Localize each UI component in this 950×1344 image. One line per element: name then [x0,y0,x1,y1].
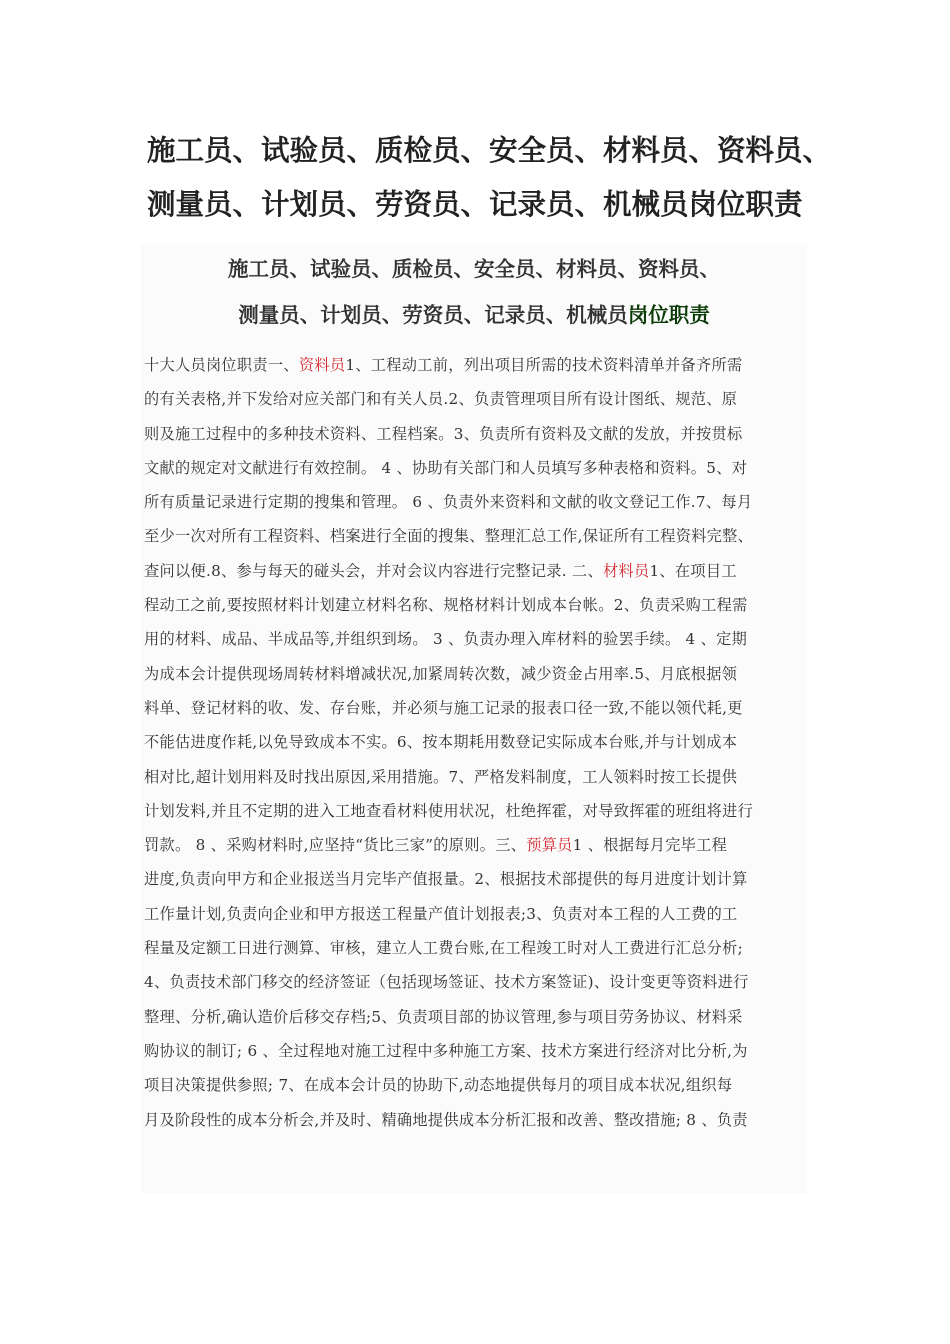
body-text-line [144,828,803,862]
body-text-line [144,519,803,553]
body-text-segment: 月及阶段性的成本分析会,并及时、精确地提供成本分析汇报和改善、整改措施; 8 、负责 [144,1110,748,1129]
document-title-line: 测量员、计划员、劳资员、记录员、机械员岗位职责 [147,188,803,221]
body-text-segment: 查问以便.8、参与每天的碰头会，并对会议内容进行完整记录. 二、 [144,561,603,580]
body-text-line [144,417,803,451]
body-text-segment: 整理、分析,确认造价后移交存档;5、负责项目部的协议管理,参与项目劳务协议、材料采 [144,1007,743,1026]
body-text-segment: 则及施工过程中的多种技术资料、工程档案。3、负责所有资料及文献的发放，并按贯标 [144,424,743,443]
body-text-line [144,622,803,656]
body-text-segment: 至少一次对所有工程资料、档案进行全面的搜集、整理汇总工作,保证所有工程资料完整、 [144,527,754,546]
article-title-accent: 岗位职责 [627,303,710,327]
body-text-line [144,931,803,965]
body-text-line [144,1068,803,1102]
body-text-line [144,794,803,828]
body-text-segment: 所有质量记录进行定期的搜集和管理。 6 、负责外来资料和文献的收文登记工作.7、每月 [144,493,753,512]
role-name-highlight: 资料员 [298,356,346,374]
body-text-line [144,725,803,759]
body-text-segment: 相对比,超计划用料及时找出原因,采用措施。7、严格发料制度，工人领料时按工长提供 [144,767,738,786]
body-text-segment: 的有关表格,并下发给对应关部门和有关人员.2、负责管理项目所有设计图纸、规范、原 [144,390,738,409]
body-text-segment: 1 、根据每月完毕工程 [572,836,728,855]
body-text-segment: 1、工程动工前，列出项目所需的技术资料清单并备齐所需 [345,356,743,374]
body-text-line [144,965,803,999]
body-text-segment: 4、负责技术部门移交的经济签证（包括现场签证、技术方案签证)、设计变更等资料进行 [144,973,749,992]
article-title-line: 施工员、试验员、质检员、安全员、材料员、资料员、 [228,257,720,281]
body-text-segment: 程动工之前,要按照材料计划建立材料名称、规格材料计划成本台帐。2、负责采购工程需 [144,596,748,615]
body-text-line [144,382,803,416]
body-text-segment: 程量及定额工日进行测算、审核，建立人工费台账,在工程竣工时对人工费进行汇总分析; [144,939,744,958]
body-text-line [144,451,803,485]
body-text-line [144,1034,803,1068]
body-text-line [144,897,803,931]
body-text-line [144,348,803,382]
body-text-line [144,760,803,794]
article-title-line [141,292,807,338]
body-text-segment: 项目决策提供参照; 7、在成本会计员的协助下,动态地提供每月的项目成本状况,组织每 [144,1076,733,1095]
body-text-segment: 文献的规定对文献进行有效控制。 4 、协助有关部门和人员填写多种表格和资料。5、对 [144,458,748,477]
document-title-line: 施工员、试验员、质检员、安全员、材料员、资料员、 [147,134,832,167]
body-text-line [144,588,803,622]
body-text-segment: 1、在项目工 [649,561,737,580]
body-text-segment: 十大人员岗位职责一、 [144,356,299,374]
body-text-line [144,554,803,588]
body-text-line [144,657,803,691]
role-name-highlight: 预算员 [526,836,573,855]
body-text-line [144,485,803,519]
body-text-line [144,862,803,896]
body-text-segment: 为成本会计提供现场周转材料增减状况,加紧周转次数，减少资金占用率.5、月底根据领 [144,664,738,683]
body-text-segment: 购协议的制订; 6 、全过程地对施工过程中多种施工方案、技术方案进行经济对比分析,为 [144,1041,748,1060]
body-text-segment: 不能估进度作耗,以免导致成本不实。6、按本期耗用数登记实际成本台账,并与计划成本 [144,733,738,752]
body-text-segment: 用的材料、成品、半成品等,并组织到场。 3 、负责办理入库材料的验罢手续。 4 、定期 [144,630,748,649]
body-text-segment: 罚款。 8 、采购材料时,应坚持“货比三家”的原则。三、 [144,836,527,855]
article-title [141,244,807,338]
body-text-line [144,1000,803,1034]
body-text-line [144,691,803,725]
body-text-segment: 工作量计划,负责向企业和甲方报送工程量产值计划报表;3、负责对本工程的人工费的工 [144,904,738,923]
article-title-main: 测量员、计划员、劳资员、记录员、机械员 [238,303,628,327]
article-panel [141,244,807,1194]
document-title [147,124,847,232]
body-text-segment: 计划发料,并且不定期的进入工地查看材料使用状况，杜绝挥霍，对导致挥霍的班组将进行 [144,801,754,820]
body-text-segment: 进度,负责向甲方和企业报送当月完毕产值报量。2、根据技术部提供的每月进度计划计算 [144,870,748,889]
body-text-segment: 料单、登记材料的收、发、存台账，并必须与施工记录的报表口径一致,不能以领代耗,更 [144,698,743,717]
article-body [141,338,807,1137]
role-name-highlight: 材料员 [603,561,650,580]
body-text-line [144,1103,803,1137]
